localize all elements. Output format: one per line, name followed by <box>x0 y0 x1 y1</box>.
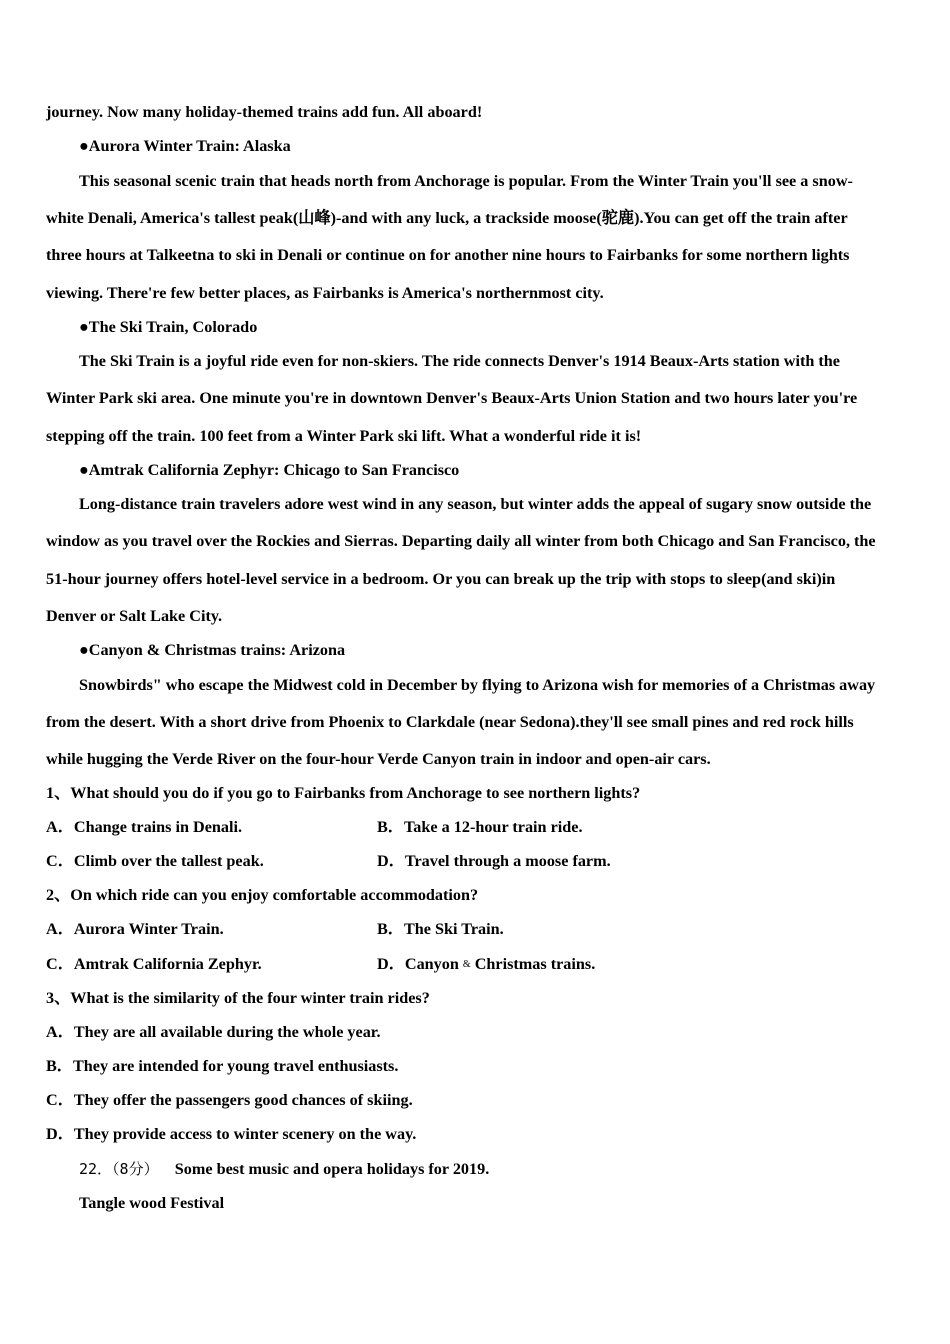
question-2-option-d[interactable] <box>377 954 595 975</box>
question-3-option-d[interactable]: D．They provide access to winter scenery on the way. <box>46 1125 417 1143</box>
question-1-option-b[interactable]: B．Take a 12-hour train ride. <box>377 818 583 836</box>
section-aurora-line-4: viewing. There're few better places, as Fairbanks is America's northernmost city. <box>46 284 604 302</box>
section-ski-line-3: stepping off the train. 100 feet from a Winter Park ski lift. What a wonderful ride it is! <box>46 427 642 445</box>
section-heading-zephyr: ●Amtrak California Zephyr: Chicago to San Francisco <box>79 461 460 479</box>
question-1-option-c[interactable]: C．Climb over the tallest peak. <box>46 852 264 870</box>
section-aurora-line-1: This seasonal scenic train that heads north from Anchorage is popular. From the Winter Train you'll see a snow- <box>79 172 853 190</box>
question-3-option-b[interactable]: B．They are intended for young travel enthusiasts. <box>46 1057 399 1075</box>
question-3-option-c[interactable]: C．They offer the passengers good chances of skiing. <box>46 1091 413 1109</box>
ampersand-glyph: & <box>462 959 471 970</box>
next-item-title: Some best music and opera holidays for 2019. <box>174 1160 490 1178</box>
passage-intro-tail: journey. Now many holiday-themed trains add fun. All aboard! <box>46 103 483 121</box>
section-ski-line-1: The Ski Train is a joyful ride even for non-skiers. The ride connects Denver's 1914 Beaux-Arts station with the <box>79 352 840 370</box>
question-2-option-d-prefix: D．Canyon <box>377 955 459 973</box>
next-item-header <box>79 1159 489 1179</box>
section-zephyr-line-1: Long-distance train travelers adore west wind in any season, but winter adds the appeal of sugary snow outside the <box>79 495 872 513</box>
next-item-number: 22．（8分） <box>79 1160 159 1178</box>
section-canyon-line-2: from the desert. With a short drive from Phoenix to Clarkdale (near Sedona).they'll see small pines and red rock hills <box>46 713 854 731</box>
question-3-option-a[interactable]: A．They are all available during the whole year. <box>46 1023 381 1041</box>
question-1-option-a[interactable]: A．Change trains in Denali. <box>46 818 243 836</box>
section-heading-aurora: ●Aurora Winter Train: Alaska <box>79 137 291 155</box>
section-zephyr-line-2: window as you travel over the Rockies and Sierras. Departing daily all winter from both Chicago and San Francisco, the <box>46 532 876 550</box>
section-aurora-line-2: white Denali, America's tallest peak(山峰)-and with any luck, a trackside moose(驼鹿).You can get off the train after <box>46 209 848 227</box>
question-3-stem: 3、What is the similarity of the four winter train rides? <box>46 989 430 1007</box>
section-canyon-line-1: Snowbirds" who escape the Midwest cold in December by flying to Arizona wish for memories of a Christmas away <box>79 676 876 694</box>
section-heading-canyon: ●Canyon & Christmas trains: Arizona <box>79 641 346 659</box>
question-1-option-d[interactable]: D．Travel through a moose farm. <box>377 852 611 870</box>
question-2-option-a[interactable]: A．Aurora Winter Train. <box>46 920 224 938</box>
question-1-stem: 1、What should you do if you go to Fairbanks from Anchorage to see northern lights? <box>46 784 641 802</box>
section-zephyr-line-3: 51-hour journey offers hotel-level service in a bedroom. Or you can break up the trip with stops to sleep(and ski)in <box>46 570 836 588</box>
question-2-option-b[interactable]: B．The Ski Train. <box>377 920 504 938</box>
section-ski-line-2: Winter Park ski area. One minute you're in downtown Denver's Beaux-Arts Union Station and two hours later you're <box>46 389 858 407</box>
question-2-option-d-suffix: Christmas trains. <box>474 955 596 973</box>
section-zephyr-line-4: Denver or Salt Lake City. <box>46 607 223 625</box>
question-2-option-c[interactable]: C．Amtrak California Zephyr. <box>46 955 262 973</box>
next-item-subheading: Tangle wood Festival <box>79 1194 225 1212</box>
question-2-stem: 2、On which ride can you enjoy comfortable accommodation? <box>46 886 479 904</box>
section-aurora-line-3: three hours at Talkeetna to ski in Denali or continue on for another nine hours to Fairbanks for some northern lights <box>46 246 850 264</box>
section-heading-ski-train: ●The Ski Train, Colorado <box>79 318 258 336</box>
section-canyon-line-3: while hugging the Verde River on the four-hour Verde Canyon train in indoor and open-air cars. <box>46 750 711 768</box>
